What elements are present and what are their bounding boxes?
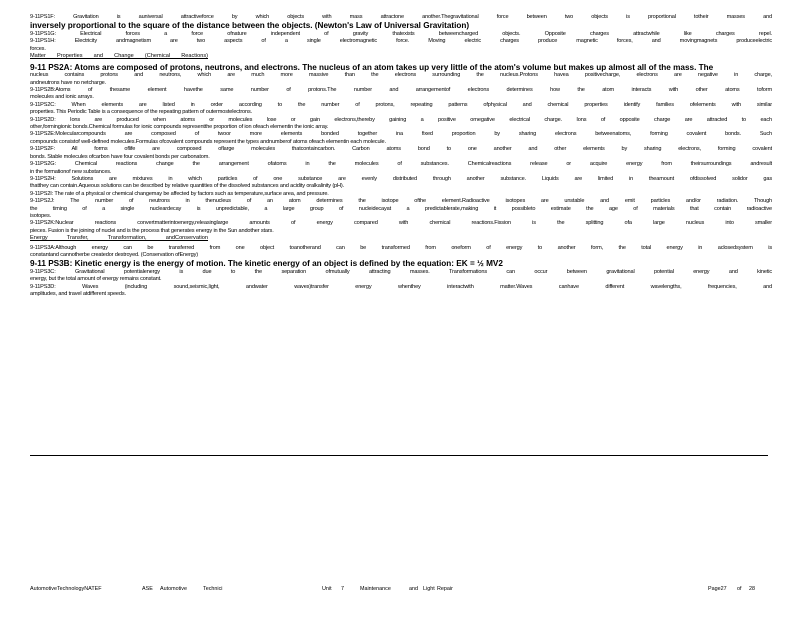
standard-ps2b-line-2: molecules and ionic arrays. [30, 94, 94, 101]
footer-program: AutomotiveTechnologyNATEF [30, 586, 102, 592]
standard-ps1h-line: 9-11PS1H: Electricity andmagnetism are two aspects of a single electromagnetic force. Moving electric charges produce magnetic forces, and movingmagnets produceelectric [30, 38, 772, 45]
standard-ps2g-line-2: in the formationof new substances. [30, 168, 112, 175]
standard-ps3c-line-2: energy, but the total amount of energy remains constant. [30, 276, 162, 283]
standard-ps3d-line-2: amplitudes, and travel atdifferent speeds. [30, 291, 126, 298]
standard-ps3b-heading: 9-11 PS3B: Kinetic energy is the energy of motion. The kinetic energy of an object is defined by the equation: EK = ½ MV2 [30, 259, 503, 269]
standard-ps1f-emphasis: inversely proportional to the square of the distance between the objects. (Newton's Law of Universal Gravitation) [30, 21, 470, 31]
standard-ps2c-line: 9-11PS2C: When elements are listed in order according to the number of protons, repeating patterns ofphysical and chemical properties identify families ofelements with similar [30, 101, 772, 108]
standard-ps2b-line: 9-11PS2B:Atoms of thesame element havethe same number of protons.The number and arrangementof electrons determines how the atom interacts with other atoms toform [30, 87, 772, 94]
standard-ps2d-line-2: other,formingionic bonds.Chemical formulas for ionic compounds representthe proportion of ion ofeach elementin the ionic array. [30, 124, 329, 131]
page-footer [30, 585, 770, 593]
footer-area: Automotive [160, 586, 187, 592]
standard-ps3a-line-2: constantand cannotherbe createdor destroyed. (Conservation ofEnergy) [30, 251, 198, 258]
footer-page-total: 28 [749, 586, 755, 592]
standard-ps2j-line: 9-11PS2J: The number of neutrons in thenucleus of an atom determines the isotope ofthe element.Radioactive isotopes are unstable and emit particles and/or radiation. Though [30, 198, 772, 205]
standard-ps2c-line-2: properties. This Periodic Table is a consequence of the repeating pattern of outermostelectrons. [30, 109, 253, 116]
standard-ps2h-line: 9-11PS2H: Solutions are mixtures in which particles of one substance are evenly distributed through another substance. Liquids are limited in theamount ofdissolved solidor gas [30, 175, 772, 182]
section-heading-energy: Energy Transfer, Transformation, andConservation [30, 235, 208, 242]
standard-ps2a-heading: 9-11 PS2A: Atoms are composed of protons, neutrons, and electrons. The nucleus of an atom takes up very little of the atom's volume but makes up almost all of the mass. The [30, 62, 714, 72]
footer-page-label: Page27 [708, 586, 727, 592]
standard-ps2a-line-2: andneutrons have no netcharge. [30, 79, 107, 86]
standard-ps1h-line-2: forces. [30, 45, 46, 52]
footer-role: Technici [203, 586, 223, 592]
standard-ps2f-line: 9-11PS2F: All forms oflife are composed oflarge molecules thatcontaincarbon. Carbon atoms bond to one another and other elements by sharing electrons, forming covalent [30, 146, 772, 153]
standards-content [30, 14, 772, 299]
standard-ps2i: 9-11PS2I: The rate of a physical or chemical changemay be affected by factors such as temperature,surface area, and pressure. [30, 190, 329, 197]
footer-unit-number: 7 [341, 586, 344, 592]
standard-ps2k-line-2: pieces. Fusion is the joining of nuclei and is the process that generates energy in the Sun andother stars. [30, 227, 274, 234]
footer-unit-title-3: Light [423, 586, 435, 592]
standard-ps2e-line: 9-11PS2E:Molecularcompounds are composed of twoor more elements bonded together ina fixed proportion by sharing electrons betweenatoms, forming covalent bonds. Such [30, 131, 772, 138]
footer-cert: ASE [142, 586, 153, 592]
footer-unit-title-1: Maintenance [360, 586, 391, 592]
standard-ps1f-line: 9-11PS1F: Gravitation is auniversal attractiveforce by which objects with mass attractone another.Thegravitational force between two objects is proportional totheir masses and [30, 14, 772, 20]
standard-ps2d-line: 9-11PS2D: Ions are produced when atoms or molecules lose or gain electrons,thereby gaining a positive ornegative electrical charge. Ions of opposite charge are attracted to each [30, 116, 772, 123]
standard-ps3a-line: 9-11PS3A:Although energy can be transferred from one object toanotherand can be transformed from oneform of energy to another form, the total energy in aclosedsystem is [30, 244, 772, 251]
footer-unit-label: Unit [322, 586, 332, 592]
standard-ps2j-line-3: isotopes. [30, 212, 52, 219]
standard-ps2g-line: 9-11PS2G: Chemical reactions change the arrangement ofatoms in the molecules of substances. Chemicalreactions release or acquire energy from theirsurroundings andresult [30, 161, 772, 168]
standard-ps3c-line: 9-11PS3C: Gravitational potentialenergy is due to the separation ofmutually attracting masses. Transformations can occur between gravitational potential energy and kinetic [30, 268, 772, 275]
standard-ps2h-line-2: thatthey can contain.Aqueous solutions can be described by relative quantities of the dissolved substances and acidity oralkalinity (pH). [30, 183, 345, 190]
section-heading-matter: Matter Properties and Change (Chemical Reactions) [30, 53, 208, 60]
footer-unit-title-2: and [409, 586, 418, 592]
footer-page-of: of [737, 586, 742, 592]
standard-ps3d-line: 9-11PS3D: Waves (including sound,seismic,light, andwater waves)transfer energy whenthey interactwith matter.Waves canhave different wavelengths, frequencies, and [30, 283, 772, 290]
standard-ps2k-line: 9-11PS2K:Nuclear reactions convertmatterintoenergy,releasinglarge amounts of energy compared with chemical reactions.Fission is the splitting ofa large nucleus into smaller [30, 220, 772, 227]
standard-ps1g: 9-11PS1G: Electrical forces a force ofnature independent of gravity thatexists betweencharged objects. Opposite charges attractwhile like charges repel. [30, 31, 772, 37]
footer-unit-title-4: Repair [437, 586, 453, 592]
standard-ps2a-line: nucleus contains protons and neutrons, which are much more massive than the electrons surrounding the nucleus.Protons havea positivecharge, electrons are negative in charge, [30, 72, 772, 79]
standard-ps2e-line-2: compounds consistof well-defined molecules.Formulas ofcovalent compounds represent the types andnumberof atoms ofeach elementin each molecule. [30, 138, 386, 145]
content-divider [30, 455, 768, 456]
standard-ps2j-line-2: the timing of a single nucleardecay is unpredictable, a large group of nucleidecayat a predictablerate,making it possibleto estimate the age of materials that contain radioactive [30, 205, 772, 212]
standard-ps2f-line-2: bonds. Stable molecules ofcarbon have four covalent bonds per carbonatom. [30, 153, 210, 160]
